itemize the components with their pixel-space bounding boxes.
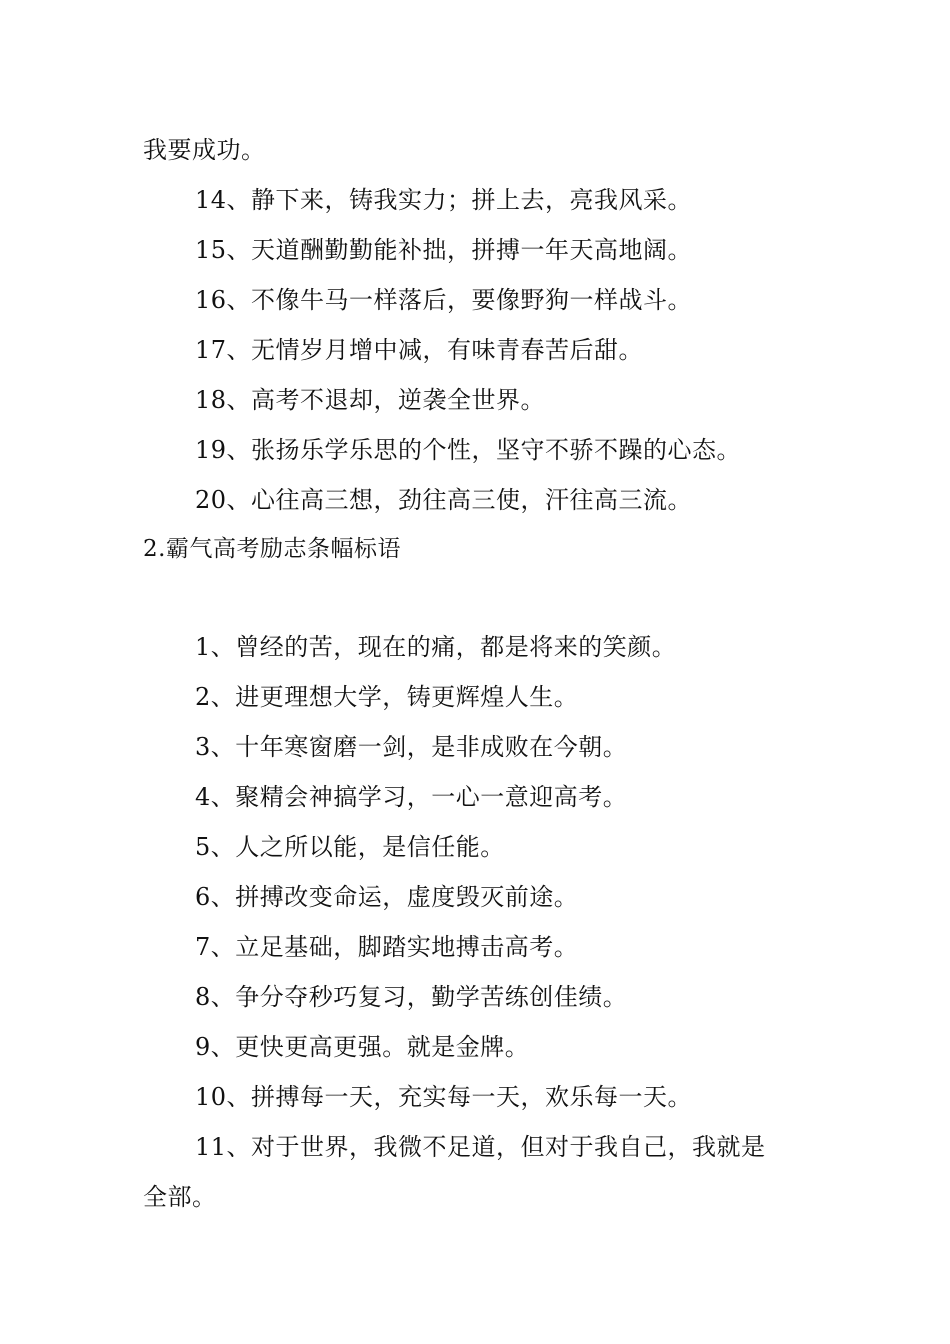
list-item: 7、立足基础，脚踏实地搏击高考。 — [195, 933, 579, 961]
list-item: 9、更快更高更强。就是金牌。 — [195, 1033, 530, 1061]
list-item-continuation: 全部。 — [143, 1183, 217, 1211]
list-item: 8、争分夺秒巧复习，勤学苦练创佳绩。 — [195, 983, 628, 1011]
section-heading: 2.霸气高考励志条幅标语 — [143, 536, 401, 562]
list-item: 16、不像牛马一样落后，要像野狗一样战斗。 — [195, 286, 693, 314]
list-item: 15、天道酬勤勤能补拙，拼搏一年天高地阔。 — [195, 236, 693, 264]
list-item: 14、静下来，铸我实力；拼上去，亮我风采。 — [195, 186, 693, 214]
continuation-text: 我要成功。 — [143, 136, 266, 164]
list-item: 11、对于世界，我微不足道，但对于我自己，我就是 — [195, 1133, 766, 1161]
list-item: 1、曾经的苦，现在的痛，都是将来的笑颜。 — [195, 633, 677, 661]
list-item: 5、人之所以能，是信任能。 — [195, 833, 505, 861]
list-item: 20、心往高三想，劲往高三使，汗往高三流。 — [195, 486, 693, 514]
list-item: 18、高考不退却，逆袭全世界。 — [195, 386, 546, 414]
list-item: 3、十年寒窗磨一剑，是非成败在今朝。 — [195, 733, 628, 761]
list-item: 17、无情岁月增中减，有味青春苦后甜。 — [195, 336, 644, 364]
list-item: 4、聚精会神搞学习，一心一意迎高考。 — [195, 783, 628, 811]
list-item: 19、张扬乐学乐思的个性，坚守不骄不躁的心态。 — [195, 436, 742, 464]
list-item: 6、拼搏改变命运，虚度毁灭前途。 — [195, 883, 579, 911]
list-item: 2、进更理想大学，铸更辉煌人生。 — [195, 683, 579, 711]
list-item: 10、拼搏每一天，充实每一天，欢乐每一天。 — [195, 1083, 693, 1111]
